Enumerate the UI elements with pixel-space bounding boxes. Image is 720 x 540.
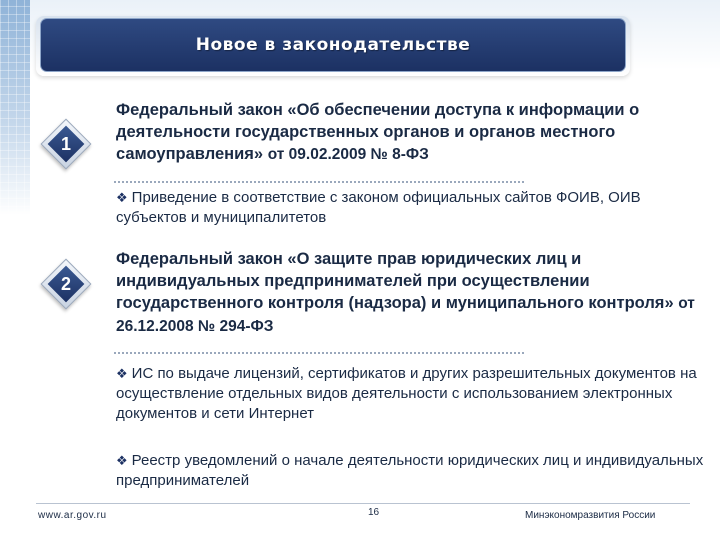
bullet-item bbox=[116, 451, 706, 491]
left-decoration bbox=[0, 0, 30, 215]
bullet-item bbox=[116, 364, 706, 424]
number-badge-1 bbox=[40, 118, 92, 170]
footer-divider bbox=[36, 503, 690, 504]
law-date: от 26.12.2008 № 294-ФЗ bbox=[116, 295, 695, 335]
badge-number: 2 bbox=[60, 273, 71, 294]
divider bbox=[114, 181, 524, 183]
law-date: от 09.02.2009 № 8-ФЗ bbox=[267, 146, 429, 163]
bullet-icon: ❖ bbox=[116, 366, 128, 381]
divider bbox=[114, 352, 524, 354]
badge-number: 1 bbox=[60, 133, 71, 154]
law-title-2 bbox=[116, 248, 706, 338]
title-banner bbox=[40, 18, 626, 72]
law-text: Федеральный закон «Об обеспечении доступа к информации о деятельности государственных органов и органов местного самоуправления» bbox=[116, 101, 640, 163]
bullet-text: ИС по выдаче лицензий, сертификатов и других разрешительных документов на осуществление отдельных видов деятельности с использованием электронных документов и сети Интернет bbox=[116, 365, 697, 422]
bullet-icon: ❖ bbox=[116, 453, 128, 468]
bullet-icon: ❖ bbox=[116, 190, 128, 205]
law-text: Федеральный закон «О защите прав юридических лиц и индивидуальных предпринимателей при осуществлении государственного контроля (надзора) и муниципального контроля» bbox=[116, 250, 674, 312]
bullet-text: Приведение в соответствие с законом официальных сайтов ФОИВ, ОИВ субъектов и муниципалитетов bbox=[116, 189, 641, 226]
footer-website: www.ar.gov.ru bbox=[38, 510, 107, 521]
bullet-text: Реестр уведомлений о начале деятельности юридических лиц и индивидуальных предпринимателей bbox=[116, 452, 704, 489]
number-badge-2 bbox=[40, 258, 92, 310]
bullet-item bbox=[116, 188, 706, 228]
page-number: 16 bbox=[368, 507, 380, 518]
page-title: Новое в законодательстве bbox=[195, 35, 471, 55]
footer-ministry: Минэкономразвития России bbox=[525, 510, 656, 521]
law-title-1 bbox=[116, 99, 696, 166]
